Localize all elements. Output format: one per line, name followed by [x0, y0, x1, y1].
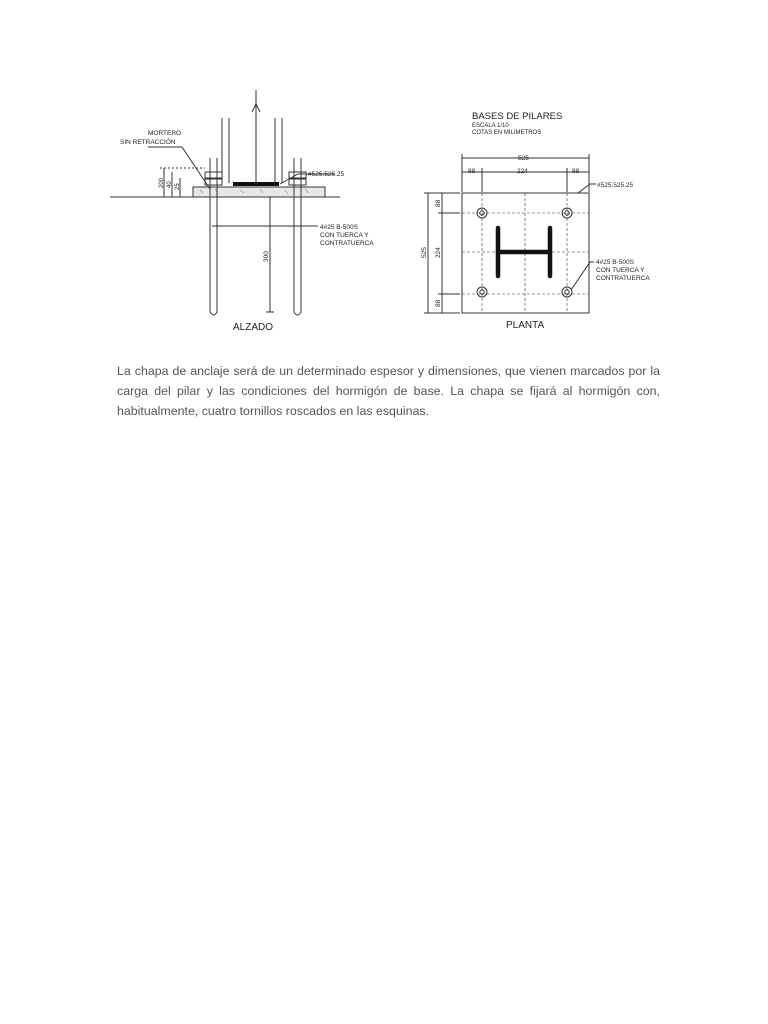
mortar-label-2: SIN RETRACCIÓN — [120, 139, 176, 146]
elevation-view — [110, 90, 340, 315]
bolt-spec-line2: CON TUERCA Y — [320, 232, 369, 239]
dim-88-left: 88 — [468, 168, 476, 175]
plate-spec-label: #525.525.25 — [308, 171, 345, 178]
bolt-spec-line3: CONTRATUERCA — [320, 240, 374, 247]
plan-bolt-spec-line1: 4#25 B-500S — [596, 259, 634, 266]
plan-bolt-spec-line2: CON TUERCA Y — [596, 267, 645, 274]
dim-25: 25 — [175, 183, 181, 190]
mortar-layer — [193, 187, 325, 197]
dim-224: 224 — [517, 168, 528, 175]
elevation-labels — [120, 130, 374, 333]
plan-labels — [421, 111, 650, 331]
elevation-view-label: ALZADO — [233, 322, 274, 333]
plan-plate-spec: #525.525.25 — [597, 182, 634, 189]
plan-scale: ESCALA 1/10 — [472, 123, 509, 129]
plan-title: BASES DE PILARES — [472, 111, 563, 122]
technical-drawing — [0, 0, 768, 340]
plan-view-label: PLANTA — [506, 320, 545, 331]
bolt-spec-line1: 4#25 B-500S — [320, 224, 358, 231]
dim-88-right: 88 — [572, 168, 580, 175]
plan-bolt-spec-line3: CONTRATUERCA — [596, 275, 650, 282]
dim-200: 200 — [159, 177, 165, 188]
h-beam-section — [498, 228, 550, 276]
plan-units: COTAS EN MILIMETROS — [472, 130, 542, 136]
dim-525-top: 525 — [518, 155, 529, 162]
dim-88-top: 88 — [435, 199, 442, 207]
mortar-label: MORTERO — [148, 130, 182, 137]
dim-88-bottom: 88 — [435, 299, 442, 307]
nut-left-top — [205, 172, 222, 178]
base-plate — [233, 182, 279, 186]
dim-40: 40 — [167, 181, 173, 188]
dim-224-vert: 224 — [435, 247, 442, 258]
plan-view — [424, 154, 596, 313]
caption-paragraph: La chapa de anclaje será de un determinado espesor y dimensiones, que vienen marcados por la carga del pilar y las condiciones del hormigón de base. La chapa se fijará al hormigón con, habitualmente, cuatro tornillos roscados en las esquinas. — [117, 364, 660, 419]
dim-300: 300 — [263, 251, 270, 262]
dim-525-vert: 525 — [421, 247, 428, 258]
